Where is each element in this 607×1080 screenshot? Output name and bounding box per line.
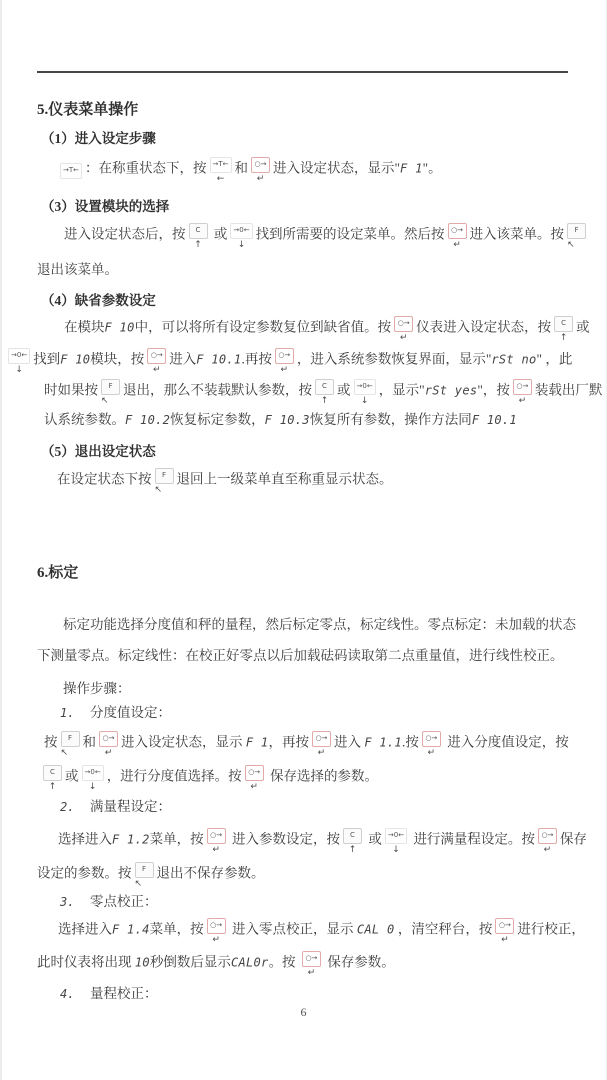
enter-key-sub-arrow: ↵ [256,174,265,184]
display-value: CAL 0 [356,922,395,937]
text-run: 装载出厂默 [534,382,603,398]
text-line [5,347,572,374]
text-run: 进入 [333,734,365,750]
enter-key-sub-arrow: ↵ [280,365,289,375]
zero-key-cap: →0← [354,379,376,395]
enter-key-icon [422,731,441,758]
enter-key-sub-arrow: ↵ [153,365,161,375]
subsection-heading: （1）进入设定步骤 [41,131,156,146]
list-number: 4. [60,987,75,1001]
func-key-cap: F [567,223,586,239]
enter-key-icon [147,348,166,375]
enter-key-sub-arrow: ↵ [543,845,552,855]
text-run: 进入设定状态后，按 [64,226,186,242]
func-key-cap: F [61,731,80,747]
text-run: 进入该菜单。按 [469,226,565,242]
zero-key-icon [230,223,252,250]
clear-key-icon [554,316,573,343]
func-key-cap: F [101,379,120,395]
text-run: 设定的参数。按 [37,865,132,881]
display-value: rSt yes [424,383,478,398]
text-line [44,409,517,431]
enter-key-icon [394,316,413,343]
clear-key-cap: C [189,223,208,239]
text-line [58,917,585,944]
func-key-cap: F [135,862,154,878]
text-run: 退出该菜单。 [37,262,118,277]
text-run: 或 [365,831,382,847]
enter-key-icon [302,951,321,978]
text-run: "，按 [477,382,510,398]
zero-key-icon [82,765,104,792]
display-value: F 1.1 [364,735,402,750]
divider [37,71,568,73]
clear-key-sub-arrow: ↑ [320,396,329,406]
text-run: 保存 [559,831,587,847]
text-run: ，再按 [268,734,309,750]
enter-key-cap: ○→ [207,828,226,844]
enter-key-sub-arrow: ↵ [518,396,527,406]
enter-key-cap: ○→ [513,379,532,395]
text-run: 恢复标定参数， [170,412,265,427]
text-run: 下测量零点。标定线性：在校正好零点以后加载砝码读取第二点重量值，进行线性校正。 [37,648,564,663]
enter-key-cap: ○→ [302,951,321,967]
text-run: 零点校正： [90,894,158,909]
clear-key-cap: C [343,828,362,844]
enter-key-icon [207,828,226,855]
tare-key-cap: →T← [210,157,232,173]
clear-key-sub-arrow: ↑ [348,845,357,855]
zero-key-cap: →0← [230,223,252,239]
display-value: F 1 [245,735,269,750]
text-run: 满量程设定： [90,799,171,814]
text-run: 中，可以将所有设定参数复位到缺省值。按 [134,319,392,335]
enter-key-icon [448,223,467,250]
text-run: ，进行分度值选择。按 [106,768,242,784]
text-line [63,678,131,700]
text-run: 进行满量程设定。按 [410,831,535,847]
text-line [37,645,564,667]
text-line [64,222,589,249]
text-run: 退出不保存参数。 [156,865,265,881]
text-run: 选择进入 [58,831,112,847]
text-run: 在模块 [64,319,105,335]
enter-key-icon [99,731,118,758]
text-run: 或 [576,319,590,335]
enter-key-icon [275,348,294,375]
display-value: 10 [134,955,150,970]
zero-key-sub-arrow: ↓ [88,782,97,792]
text-run: 退回上一级菜单直至称重显示状态。 [176,471,393,487]
display-value: F 10.1 [196,352,242,367]
zero-key-sub-arrow: ↓ [237,240,246,250]
text-run: 找到 [33,351,61,367]
text-run: 选择进入 [58,921,112,937]
text-run: " ，此 [536,351,573,367]
enter-key-cap: ○→ [538,828,557,844]
text-run: 或 [210,226,228,242]
list-number: 2. [60,800,75,814]
display-value: CAL0r [230,955,269,970]
text-run: 按 [44,734,58,750]
subsection-heading: （3）设置模块的选择 [41,199,170,214]
text-run: 此时仪表将出现 [37,954,135,970]
text-run: 找到所需要的设定菜单。然后按 [255,226,445,242]
func-key-icon [61,731,80,758]
text-run: .再按 [241,351,272,367]
list-number: 1. [60,706,75,720]
enter-key-sub-arrow: ↵ [501,935,509,945]
text-run: ：在称重状态下，按 [85,160,207,176]
text-run: 标定功能选择分度值和秤的量程，然后标定零点，标定线性。零点标定：未加载的状态 [63,617,576,632]
text-run: 菜单，按 [149,921,204,937]
text-run: 进入零点校正，显示 [228,921,357,937]
text-run: 模块，按 [90,351,145,367]
display-value: F 1 [400,161,423,176]
func-key-sub-arrow: ↖ [60,748,69,758]
display-value: F 10.3 [264,413,310,427]
zero-key-icon [385,828,407,855]
enter-key-cap: ○→ [99,731,118,747]
func-key-icon [101,379,120,406]
enter-key-cap: ○→ [394,316,413,332]
zero-key-sub-arrow: ↓ [15,365,23,375]
enter-key-icon [245,765,264,792]
text-line [40,764,378,791]
enter-key-cap: ○→ [422,731,441,747]
tare-key-sub-arrow: ← [216,174,225,184]
text-run: ，显示" [378,382,425,398]
text-run: 进行校正， [517,921,585,937]
text-run: 分度值设定： [90,705,171,720]
display-value: rSt no [491,352,537,367]
text-line [60,983,158,1005]
enter-key-sub-arrow: ↵ [317,748,326,758]
text-run: 仪表进入设定状态，按 [416,319,552,335]
enter-key-sub-arrow: ↵ [212,845,220,855]
enter-key-sub-arrow: ↵ [104,748,113,758]
text-run: 。按 [268,954,299,970]
func-key-icon [155,468,174,495]
text-run: .按 [401,734,419,750]
text-run: 或 [65,768,79,784]
text-line [60,702,171,724]
enter-key-cap: ○→ [207,918,226,934]
func-key-sub-arrow: ↖ [154,485,163,495]
text-line [64,315,590,342]
text-line [63,614,576,636]
text-run: 或 [337,382,351,398]
text-run: 量程校正： [90,986,158,1001]
enter-key-icon [251,157,270,184]
text-run: 和 [82,734,96,750]
subsection-heading: （5）退出设定状态 [41,444,156,459]
text-run: 进入参数设定，按 [228,831,340,847]
enter-key-sub-arrow: ↵ [453,240,461,250]
clear-key-icon [343,828,362,855]
display-value: F 10.2 [125,413,171,427]
enter-key-sub-arrow: ↵ [427,748,436,758]
clear-key-icon [189,223,208,250]
enter-key-cap: ○→ [495,918,514,934]
enter-key-icon [513,379,532,406]
zero-key-cap: →0← [82,765,104,781]
text-run: 保存选择的参数。 [266,768,379,784]
text-run: ，清空秤台，按 [394,921,493,937]
clear-key-sub-arrow: ↑ [559,333,568,343]
enter-key-sub-arrow: ↵ [250,782,258,792]
display-value: F 10 [104,320,135,335]
enter-key-cap: ○→ [245,765,264,781]
subsection-heading: （4）缺省参数设定 [41,293,156,308]
zero-key-icon [354,379,376,406]
text-run: ，进入系统参数恢复界面，显示" [296,351,492,367]
enter-key-sub-arrow: ↵ [212,935,220,945]
enter-key-icon [312,731,331,758]
func-key-sub-arrow: ↖ [101,396,109,406]
display-value: F 10.1 [471,413,517,427]
func-key-sub-arrow: ↖ [567,240,575,250]
clear-key-sub-arrow: ↑ [48,782,57,792]
text-run: 在设定状态下按 [57,471,152,487]
clear-key-icon [315,379,334,406]
func-key-sub-arrow: ↖ [134,879,143,889]
enter-key-sub-arrow: ↵ [399,333,408,343]
tare-key-cap: →T← [60,163,82,179]
text-run: 操作步骤： [63,681,131,696]
func-key-cap: F [155,468,174,484]
text-line [37,861,265,888]
text-run: 进入设定状态，显示 [121,734,246,750]
text-line [44,378,602,405]
enter-key-cap: ○→ [251,157,270,173]
text-run: 恢复所有参数，操作方法同 [309,412,472,427]
zero-key-icon [8,348,30,375]
clear-key-sub-arrow: ↑ [194,240,202,250]
enter-key-cap: ○→ [275,348,294,364]
func-key-icon [567,223,586,250]
text-line [37,259,118,281]
text-run: 进入设定状态，显示" [273,160,401,176]
text-run: 认系统参数。 [44,412,125,427]
text-line [60,796,171,818]
text-run: "。 [422,160,442,176]
zero-key-cap: →0← [8,348,30,364]
text-line [60,891,158,913]
text-run: 菜单，按 [149,831,204,847]
func-key-icon [135,862,154,889]
section-heading: 5.仪表菜单操作 [37,102,139,118]
enter-key-icon [538,828,557,855]
page-number: 6 [300,1005,307,1019]
clear-key-cap: C [554,316,573,332]
text-line [57,156,442,183]
text-line [58,827,587,854]
text-line [57,467,393,494]
text-line [37,950,395,977]
text-run: 进入 [169,351,197,367]
clear-key-icon [43,765,62,792]
list-number: 3. [60,895,75,909]
zero-key-sub-arrow: ↓ [360,396,369,406]
text-run: 和 [234,160,249,176]
zero-key-sub-arrow: ↓ [392,845,400,855]
text-run: 时如果按 [44,382,98,398]
enter-key-sub-arrow: ↵ [307,968,316,978]
section-heading: 6.标定 [37,565,79,581]
enter-key-cap: ○→ [147,348,166,364]
text-run: 保存参数。 [323,954,395,970]
tare-key-icon [60,163,82,179]
clear-key-cap: C [315,379,334,395]
tare-key-icon [210,157,232,184]
enter-key-icon [495,918,514,945]
text-run: 退出，那么不装载默认参数，按 [123,382,312,398]
text-line [44,730,569,757]
zero-key-cap: →0← [385,828,407,844]
enter-key-icon [207,918,226,945]
enter-key-cap: ○→ [448,223,467,239]
text-run: 进入分度值设定，按 [443,734,569,750]
display-value: F 10 [60,352,91,367]
display-value: F 1.2 [112,832,150,847]
display-value: F 1.4 [112,922,150,937]
enter-key-cap: ○→ [312,731,331,747]
text-run: 秒倒数后显示 [149,954,231,970]
clear-key-cap: C [43,765,62,781]
